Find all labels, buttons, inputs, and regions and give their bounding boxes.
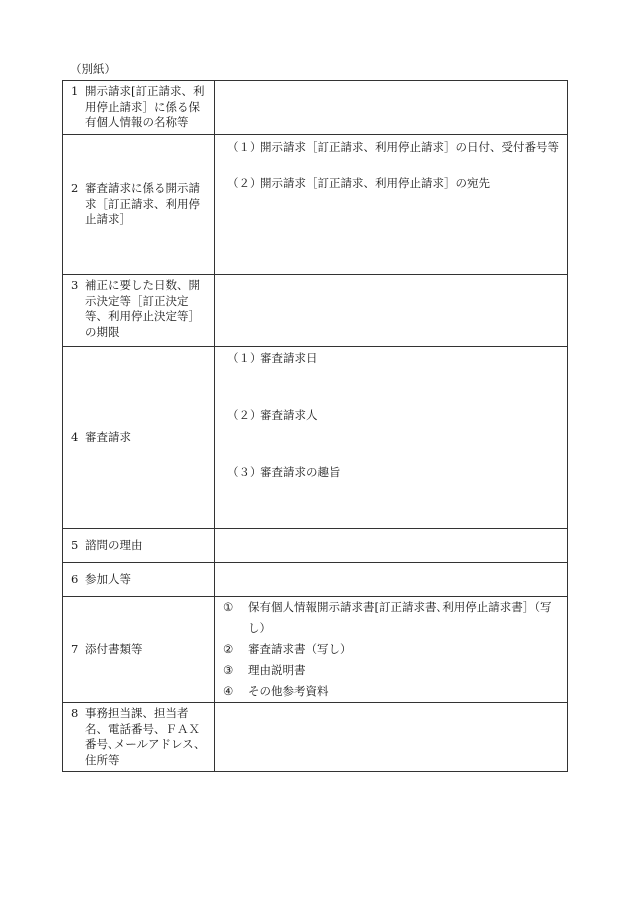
row-number: 4 bbox=[71, 429, 79, 444]
row-3-content-cell bbox=[215, 275, 568, 347]
attachment-label: （別紙） bbox=[70, 62, 116, 76]
row-label: 事務担当課、担当者名、電話番号、ＦＡＸ番号､メールアドレス、住所等 bbox=[85, 706, 206, 767]
row-number: 2 bbox=[71, 181, 79, 196]
row-6 bbox=[63, 563, 568, 597]
attachment-item bbox=[215, 597, 567, 639]
row-8 bbox=[63, 703, 568, 772]
subitem bbox=[215, 347, 567, 369]
row-label: 補正に要した日数、開示決定等［訂正決定等、利用停止決定等］の期限 bbox=[85, 278, 200, 339]
row-3-label-cell bbox=[63, 275, 215, 347]
row-1 bbox=[63, 81, 568, 135]
row-2 bbox=[63, 135, 568, 275]
row-5-content-cell bbox=[215, 529, 568, 563]
attachment-text: その他参考資料 bbox=[248, 684, 329, 698]
row-1-content-cell bbox=[215, 81, 568, 135]
row-4 bbox=[63, 347, 568, 529]
subitem-text: 審査請求日 bbox=[260, 351, 318, 365]
subitem-text: 開示請求［訂正請求、利用停止請求］の宛先 bbox=[260, 176, 490, 190]
row-label: 諮問の理由 bbox=[85, 537, 143, 552]
row-4-content-cell bbox=[215, 347, 568, 529]
subitem bbox=[215, 404, 567, 426]
subitem-text: 審査請求の趣旨 bbox=[260, 465, 341, 479]
row-label: 開示請求[訂正請求、利用停止請求］に係る保有個人情報の名称等 bbox=[85, 84, 205, 129]
subitem-number: （３） bbox=[227, 465, 262, 479]
row-2-label-cell bbox=[63, 135, 215, 275]
attachment-number: ④ bbox=[223, 684, 234, 698]
row-number: 1 bbox=[71, 84, 79, 98]
subitem bbox=[215, 172, 567, 194]
subitem bbox=[215, 461, 567, 483]
row-7-content-cell bbox=[215, 597, 568, 703]
row-7-label-cell bbox=[63, 597, 215, 703]
row-label: 審査請求に係る開示請求［訂正請求、利用停止請求］ bbox=[85, 181, 200, 227]
row-label: 参加人等 bbox=[85, 571, 131, 586]
row-number: 8 bbox=[71, 706, 79, 720]
row-6-label-cell bbox=[63, 563, 215, 597]
row-1-label-cell bbox=[63, 81, 215, 135]
row-6-content-cell bbox=[215, 563, 568, 597]
attachment-item bbox=[215, 681, 567, 702]
subitem-text: 開示請求［訂正請求、利用停止請求］の日付、受付番号等 bbox=[260, 140, 559, 154]
row-3 bbox=[63, 275, 568, 347]
row-number: 7 bbox=[71, 641, 79, 656]
attachment-number: ① bbox=[223, 600, 234, 614]
row-number: 3 bbox=[71, 278, 79, 292]
row-7 bbox=[63, 597, 568, 703]
subitem bbox=[215, 136, 567, 158]
attachment-text: 保有個人情報開示請求書[訂正請求書､利用停止請求書］（写し） bbox=[248, 600, 552, 635]
attachment-text: 審査請求書（写し） bbox=[248, 642, 352, 656]
row-5 bbox=[63, 529, 568, 563]
subitem-number: （１） bbox=[227, 351, 262, 365]
subitem-text: 審査請求人 bbox=[260, 408, 318, 422]
row-label: 審査請求 bbox=[85, 429, 131, 444]
subitem-number: （１） bbox=[227, 140, 262, 154]
attachment-item bbox=[215, 660, 567, 681]
submission-form-table bbox=[62, 80, 568, 772]
row-number: 5 bbox=[71, 537, 79, 552]
subitem-number: （２） bbox=[227, 408, 262, 422]
row-number: 6 bbox=[71, 571, 79, 586]
subitem-number: （２） bbox=[227, 176, 262, 190]
row-8-label-cell bbox=[63, 703, 215, 772]
attachment-text: 理由説明書 bbox=[248, 663, 306, 677]
row-8-content-cell bbox=[215, 703, 568, 772]
row-4-label-cell bbox=[63, 347, 215, 529]
attachment-item bbox=[215, 639, 567, 660]
row-2-content-cell bbox=[215, 135, 568, 275]
row-label: 添付書類等 bbox=[85, 641, 143, 656]
row-5-label-cell bbox=[63, 529, 215, 563]
attachment-number: ② bbox=[223, 642, 234, 656]
attachment-number: ③ bbox=[223, 663, 234, 677]
